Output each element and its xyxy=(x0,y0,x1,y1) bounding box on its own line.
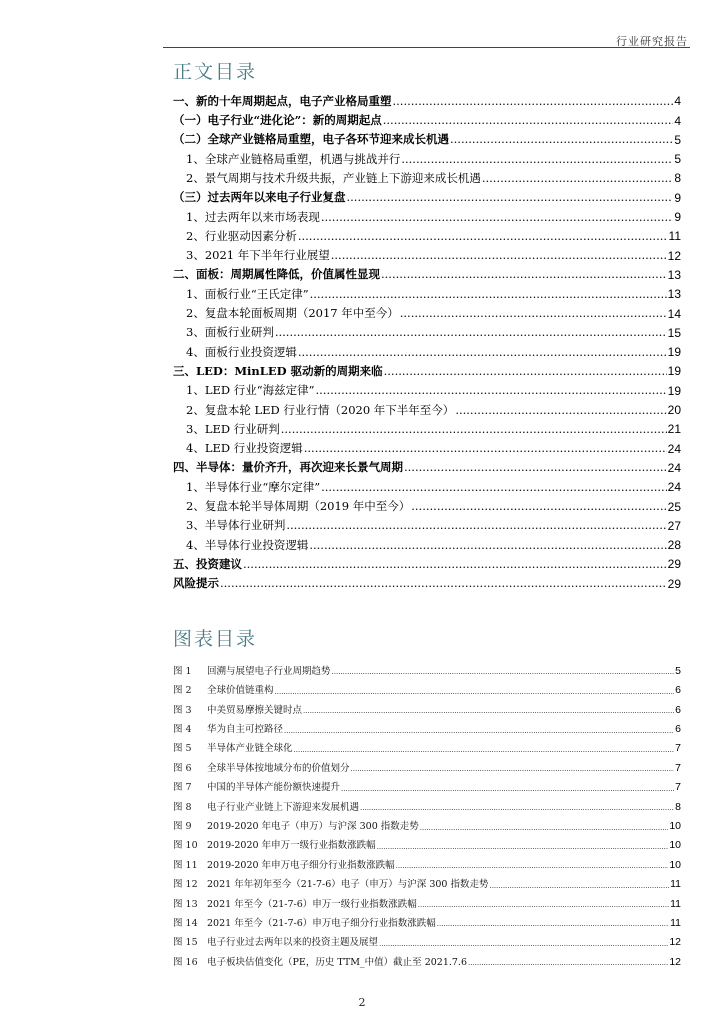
figure-number: 图 12 xyxy=(173,879,198,891)
figure-entry-label: 华为自主可控路径 xyxy=(207,724,284,736)
toc-entry-page: 24 xyxy=(667,441,681,456)
toc-entry-label: 三、LED：MinLED 驱动新的周期来临 xyxy=(173,363,383,378)
toc-entry-label: 2、复盘本轮 LED 行业行情（2020 年下半年至今） xyxy=(186,402,455,417)
toc-entry[interactable] xyxy=(173,532,681,551)
toc-entry-label: 2、行业驱动因素分析 xyxy=(186,228,297,243)
toc-entry[interactable] xyxy=(173,513,681,532)
figure-entry-page: 6 xyxy=(675,703,681,716)
dot-leader xyxy=(396,863,669,870)
toc-entry-page: 19 xyxy=(667,345,681,360)
figure-entry-label: 全球半导体按地域分布的价值划分 xyxy=(207,762,350,774)
figure-entry[interactable] xyxy=(173,676,681,695)
toc-entry[interactable] xyxy=(173,223,681,242)
figure-entry-label: 2021 年至今（21-7-6）申万电子细分行业指数涨跌幅 xyxy=(207,917,436,929)
dot-leader xyxy=(298,347,667,359)
toc-entry[interactable] xyxy=(173,397,681,416)
toc-entry-page: 24 xyxy=(667,480,681,495)
figure-entry-page: 8 xyxy=(675,800,681,813)
figure-entry-page: 12 xyxy=(669,936,681,949)
toc-entry-label: 1、半导体行业“摩尔定律” xyxy=(186,479,321,494)
dot-leader xyxy=(351,766,675,773)
toc-entry-label: 4、LED 行业投资逻辑 xyxy=(186,441,303,456)
toc-entry-label: 1、过去两年以来市场表现 xyxy=(186,209,320,224)
dot-leader xyxy=(381,269,667,281)
dot-leader xyxy=(455,405,666,417)
figure-entry-page: 11 xyxy=(670,897,681,910)
dot-leader xyxy=(360,805,674,812)
toc-entry-label: 风险提示 xyxy=(173,576,219,591)
figure-list xyxy=(173,657,681,967)
toc-entry[interactable] xyxy=(173,435,681,454)
toc-entry[interactable] xyxy=(173,339,681,358)
dot-leader xyxy=(315,385,666,397)
dot-leader xyxy=(489,883,669,890)
toc-entry-label: 3、半导体行业研判 xyxy=(186,518,286,533)
figure-entry[interactable] xyxy=(173,851,681,870)
toc-entry[interactable] xyxy=(173,320,681,339)
toc-entry-page: 28 xyxy=(667,538,681,553)
figure-entry-page: 6 xyxy=(675,723,681,736)
toc-entry[interactable] xyxy=(173,146,681,165)
figure-entry-label: 2019-2020 年电子（申万）与沪深 300 指数走势 xyxy=(207,821,419,833)
toc-entry-label: 1、面板行业“王氏定律” xyxy=(186,286,309,301)
figure-entry[interactable] xyxy=(173,754,681,773)
figure-entry-page: 10 xyxy=(669,858,681,871)
toc-entry[interactable] xyxy=(173,262,681,281)
dot-leader xyxy=(383,115,674,127)
figure-entry-page: 7 xyxy=(675,781,681,794)
toc-entry[interactable] xyxy=(173,107,681,126)
toc-entry[interactable] xyxy=(173,204,681,223)
toc-entry[interactable] xyxy=(173,377,681,396)
dot-leader xyxy=(275,327,667,339)
figure-list-title: 图表目录 xyxy=(173,628,258,650)
figure-entry[interactable] xyxy=(173,928,681,947)
toc-entry[interactable] xyxy=(173,184,681,203)
dot-leader xyxy=(275,689,675,696)
dot-leader xyxy=(303,708,674,715)
figure-number: 图 14 xyxy=(173,917,198,929)
dot-leader xyxy=(286,520,666,532)
dot-leader xyxy=(321,212,673,224)
figure-entry-label: 全球价值链重构 xyxy=(207,685,274,697)
toc-entry-label: 1、全球产业链格局重塑，机遇与挑战并行 xyxy=(186,151,401,166)
toc-entry-page: 15 xyxy=(667,325,681,340)
toc-entry-label: （一）电子行业“进化论”：新的周期起点 xyxy=(173,113,382,128)
dot-leader xyxy=(284,728,674,735)
figure-entry[interactable] xyxy=(173,832,681,851)
figure-number: 图 7 xyxy=(173,782,192,794)
toc-entry-label: 四、半导体：量价齐升，再次迎来长景气周期 xyxy=(173,460,403,475)
toc-entry-page: 19 xyxy=(667,383,681,398)
dot-leader xyxy=(281,424,667,436)
header-divider xyxy=(163,47,690,48)
toc-entry-page: 20 xyxy=(667,403,681,418)
toc-entry[interactable] xyxy=(173,88,681,107)
figure-entry-label: 2019-2020 年申万一级行业指数涨跌幅 xyxy=(207,840,376,852)
figure-entry-label: 电子板块估值变化（PE，历史 TTM_中值）截止至 2021.7.6 xyxy=(207,956,467,968)
dot-leader xyxy=(384,366,667,378)
figure-number: 图 4 xyxy=(173,724,192,736)
figure-entry-label: 电子行业产业链上下游迎来发展机遇 xyxy=(207,801,360,813)
toc-entry[interactable] xyxy=(173,242,681,261)
figure-entry[interactable] xyxy=(173,793,681,812)
figure-entry-label: 中国的半导体产能份额快速提升 xyxy=(207,782,341,794)
figure-entry-page: 6 xyxy=(675,684,681,697)
page-number: 2 xyxy=(358,996,366,1009)
toc-list xyxy=(173,88,681,590)
dot-leader xyxy=(321,482,667,494)
toc-entry-label: （二）全球产业链格局重塑，电子各环节迎来成长机遇 xyxy=(173,132,449,147)
dot-leader xyxy=(331,250,667,262)
figure-number: 图 2 xyxy=(173,685,192,697)
toc-entry-page: 27 xyxy=(667,518,681,533)
figure-entry-page: 11 xyxy=(670,916,681,929)
dot-leader xyxy=(220,578,667,590)
toc-entry-page: 5 xyxy=(674,152,681,167)
dot-leader xyxy=(341,786,674,793)
dot-leader xyxy=(294,747,675,754)
figure-entry-page: 7 xyxy=(675,761,681,774)
toc-entry-page: 4 xyxy=(674,94,681,109)
toc-entry[interactable] xyxy=(173,300,681,319)
toc-entry[interactable] xyxy=(173,474,681,493)
figure-number: 图 1 xyxy=(173,665,192,677)
figure-entry-label: 2021 年至今（21-7-6）申万一级行业指数涨跌幅 xyxy=(207,898,417,910)
toc-entry-page: 13 xyxy=(667,267,681,282)
toc-entry-page: 29 xyxy=(667,557,681,572)
figure-entry[interactable] xyxy=(173,870,681,889)
toc-entry-label: 4、半导体行业投资逻辑 xyxy=(186,537,309,552)
figure-entry-label: 2019-2020 年申万电子细分行业指数涨跌幅 xyxy=(207,859,395,871)
dot-leader xyxy=(243,559,667,571)
figure-number: 图 13 xyxy=(173,898,198,910)
toc-entry-page: 13 xyxy=(667,287,681,302)
toc-entry[interactable] xyxy=(173,570,681,589)
toc-entry-label: 2、复盘本轮面板周期（2017 年中至今） xyxy=(186,306,399,321)
figure-entry-label: 回溯与展望电子行业周期趋势 xyxy=(207,665,331,677)
toc-entry[interactable] xyxy=(173,493,681,512)
figure-entry-label: 半导体产业链全球化 xyxy=(207,743,293,755)
toc-entry-page: 25 xyxy=(667,499,681,514)
figure-number: 图 11 xyxy=(173,859,198,871)
toc-entry[interactable] xyxy=(173,416,681,435)
toc-entry[interactable] xyxy=(173,281,681,300)
dot-leader xyxy=(347,192,674,204)
figure-number: 图 10 xyxy=(173,840,198,852)
dot-leader xyxy=(404,462,667,474)
dot-leader xyxy=(304,443,667,455)
figure-entry-page: 5 xyxy=(675,664,681,677)
figure-entry-page: 11 xyxy=(670,878,681,891)
toc-entry-page: 11 xyxy=(668,229,681,244)
toc-entry-label: 3、2021 年下半年行业展望 xyxy=(186,248,330,263)
toc-entry-page: 12 xyxy=(667,248,681,263)
toc-entry-page: 29 xyxy=(667,576,681,591)
toc-entry-label: 二、面板：周期属性降低，价值属性显现 xyxy=(173,267,380,282)
figure-number: 图 15 xyxy=(173,937,198,949)
toc-entry-label: 4、面板行业投资逻辑 xyxy=(186,344,297,359)
figure-number: 图 8 xyxy=(173,801,192,813)
toc-entry-label: 1、LED 行业“海兹定律” xyxy=(186,383,315,398)
figure-entry-label: 中美贸易摩擦关键时点 xyxy=(207,704,303,716)
figure-entry-page: 10 xyxy=(669,820,681,833)
toc-entry-label: 2、复盘本轮半导体周期（2019 年中至今） xyxy=(186,499,411,514)
toc-entry-page: 14 xyxy=(667,306,681,321)
toc-entry[interactable] xyxy=(173,358,681,377)
figure-number: 图 16 xyxy=(173,956,198,968)
toc-entry-label: 2、景气周期与技术升级共振，产业链上下游迎来成长机遇 xyxy=(186,170,481,185)
report-type-header: 行业研究报告 xyxy=(616,35,688,48)
dot-leader xyxy=(401,154,673,166)
dot-leader xyxy=(377,844,669,851)
dot-leader xyxy=(411,501,666,513)
dot-leader xyxy=(420,825,669,832)
figure-number: 图 6 xyxy=(173,762,192,774)
figure-entry[interactable] xyxy=(173,696,681,715)
toc-entry-page: 4 xyxy=(674,113,681,128)
dot-leader xyxy=(379,941,668,948)
toc-entry[interactable] xyxy=(173,455,681,474)
toc-entry[interactable] xyxy=(173,127,681,146)
figure-number: 图 5 xyxy=(173,743,192,755)
figure-entry[interactable] xyxy=(173,890,681,909)
figure-entry[interactable] xyxy=(173,812,681,831)
dot-leader xyxy=(400,308,667,320)
toc-entry-label: 一、新的十年周期起点，电子产业格局重塑 xyxy=(173,93,392,108)
dot-leader xyxy=(332,669,675,676)
toc-entry-label: 3、LED 行业研判 xyxy=(186,421,280,436)
figure-entry-label: 电子行业过去两年以来的投资主题及展望 xyxy=(207,937,379,949)
dot-leader xyxy=(310,289,667,301)
figure-entry[interactable] xyxy=(173,657,681,676)
toc-entry-page: 5 xyxy=(674,132,681,147)
figure-entry[interactable] xyxy=(173,715,681,734)
toc-entry-page: 19 xyxy=(667,364,681,379)
figure-entry-page: 7 xyxy=(675,742,681,755)
figure-entry-page: 10 xyxy=(669,839,681,852)
toc-entry-label: 五、投资建议 xyxy=(173,556,242,571)
toc-entry-label: （三）过去两年以来电子行业复盘 xyxy=(173,190,346,205)
toc-entry[interactable] xyxy=(173,551,681,570)
figure-entry-label: 2021 年年初年至今（21-7-6）电子（申万）与沪深 300 指数走势 xyxy=(207,879,489,891)
dot-leader xyxy=(437,921,669,928)
toc-entry[interactable] xyxy=(173,165,681,184)
dot-leader xyxy=(393,96,674,108)
dot-leader xyxy=(468,960,668,967)
dot-leader xyxy=(309,540,666,552)
figure-entry[interactable] xyxy=(173,773,681,792)
figure-entry[interactable] xyxy=(173,909,681,928)
toc-title: 正文目录 xyxy=(173,61,258,83)
toc-entry-page: 8 xyxy=(674,171,681,186)
figure-number: 图 3 xyxy=(173,704,192,716)
dot-leader xyxy=(418,902,669,909)
toc-entry-page: 9 xyxy=(674,190,681,205)
toc-entry-page: 9 xyxy=(674,210,681,225)
figure-number: 图 9 xyxy=(173,821,192,833)
figure-entry[interactable] xyxy=(173,735,681,754)
toc-entry-page: 21 xyxy=(667,422,681,437)
figure-entry-page: 12 xyxy=(669,955,681,968)
dot-leader xyxy=(482,173,673,185)
toc-entry-page: 24 xyxy=(667,460,681,475)
dot-leader xyxy=(298,231,668,243)
toc-entry-label: 3、面板行业研判 xyxy=(186,325,274,340)
dot-leader xyxy=(450,134,673,146)
figure-entry[interactable] xyxy=(173,948,681,967)
